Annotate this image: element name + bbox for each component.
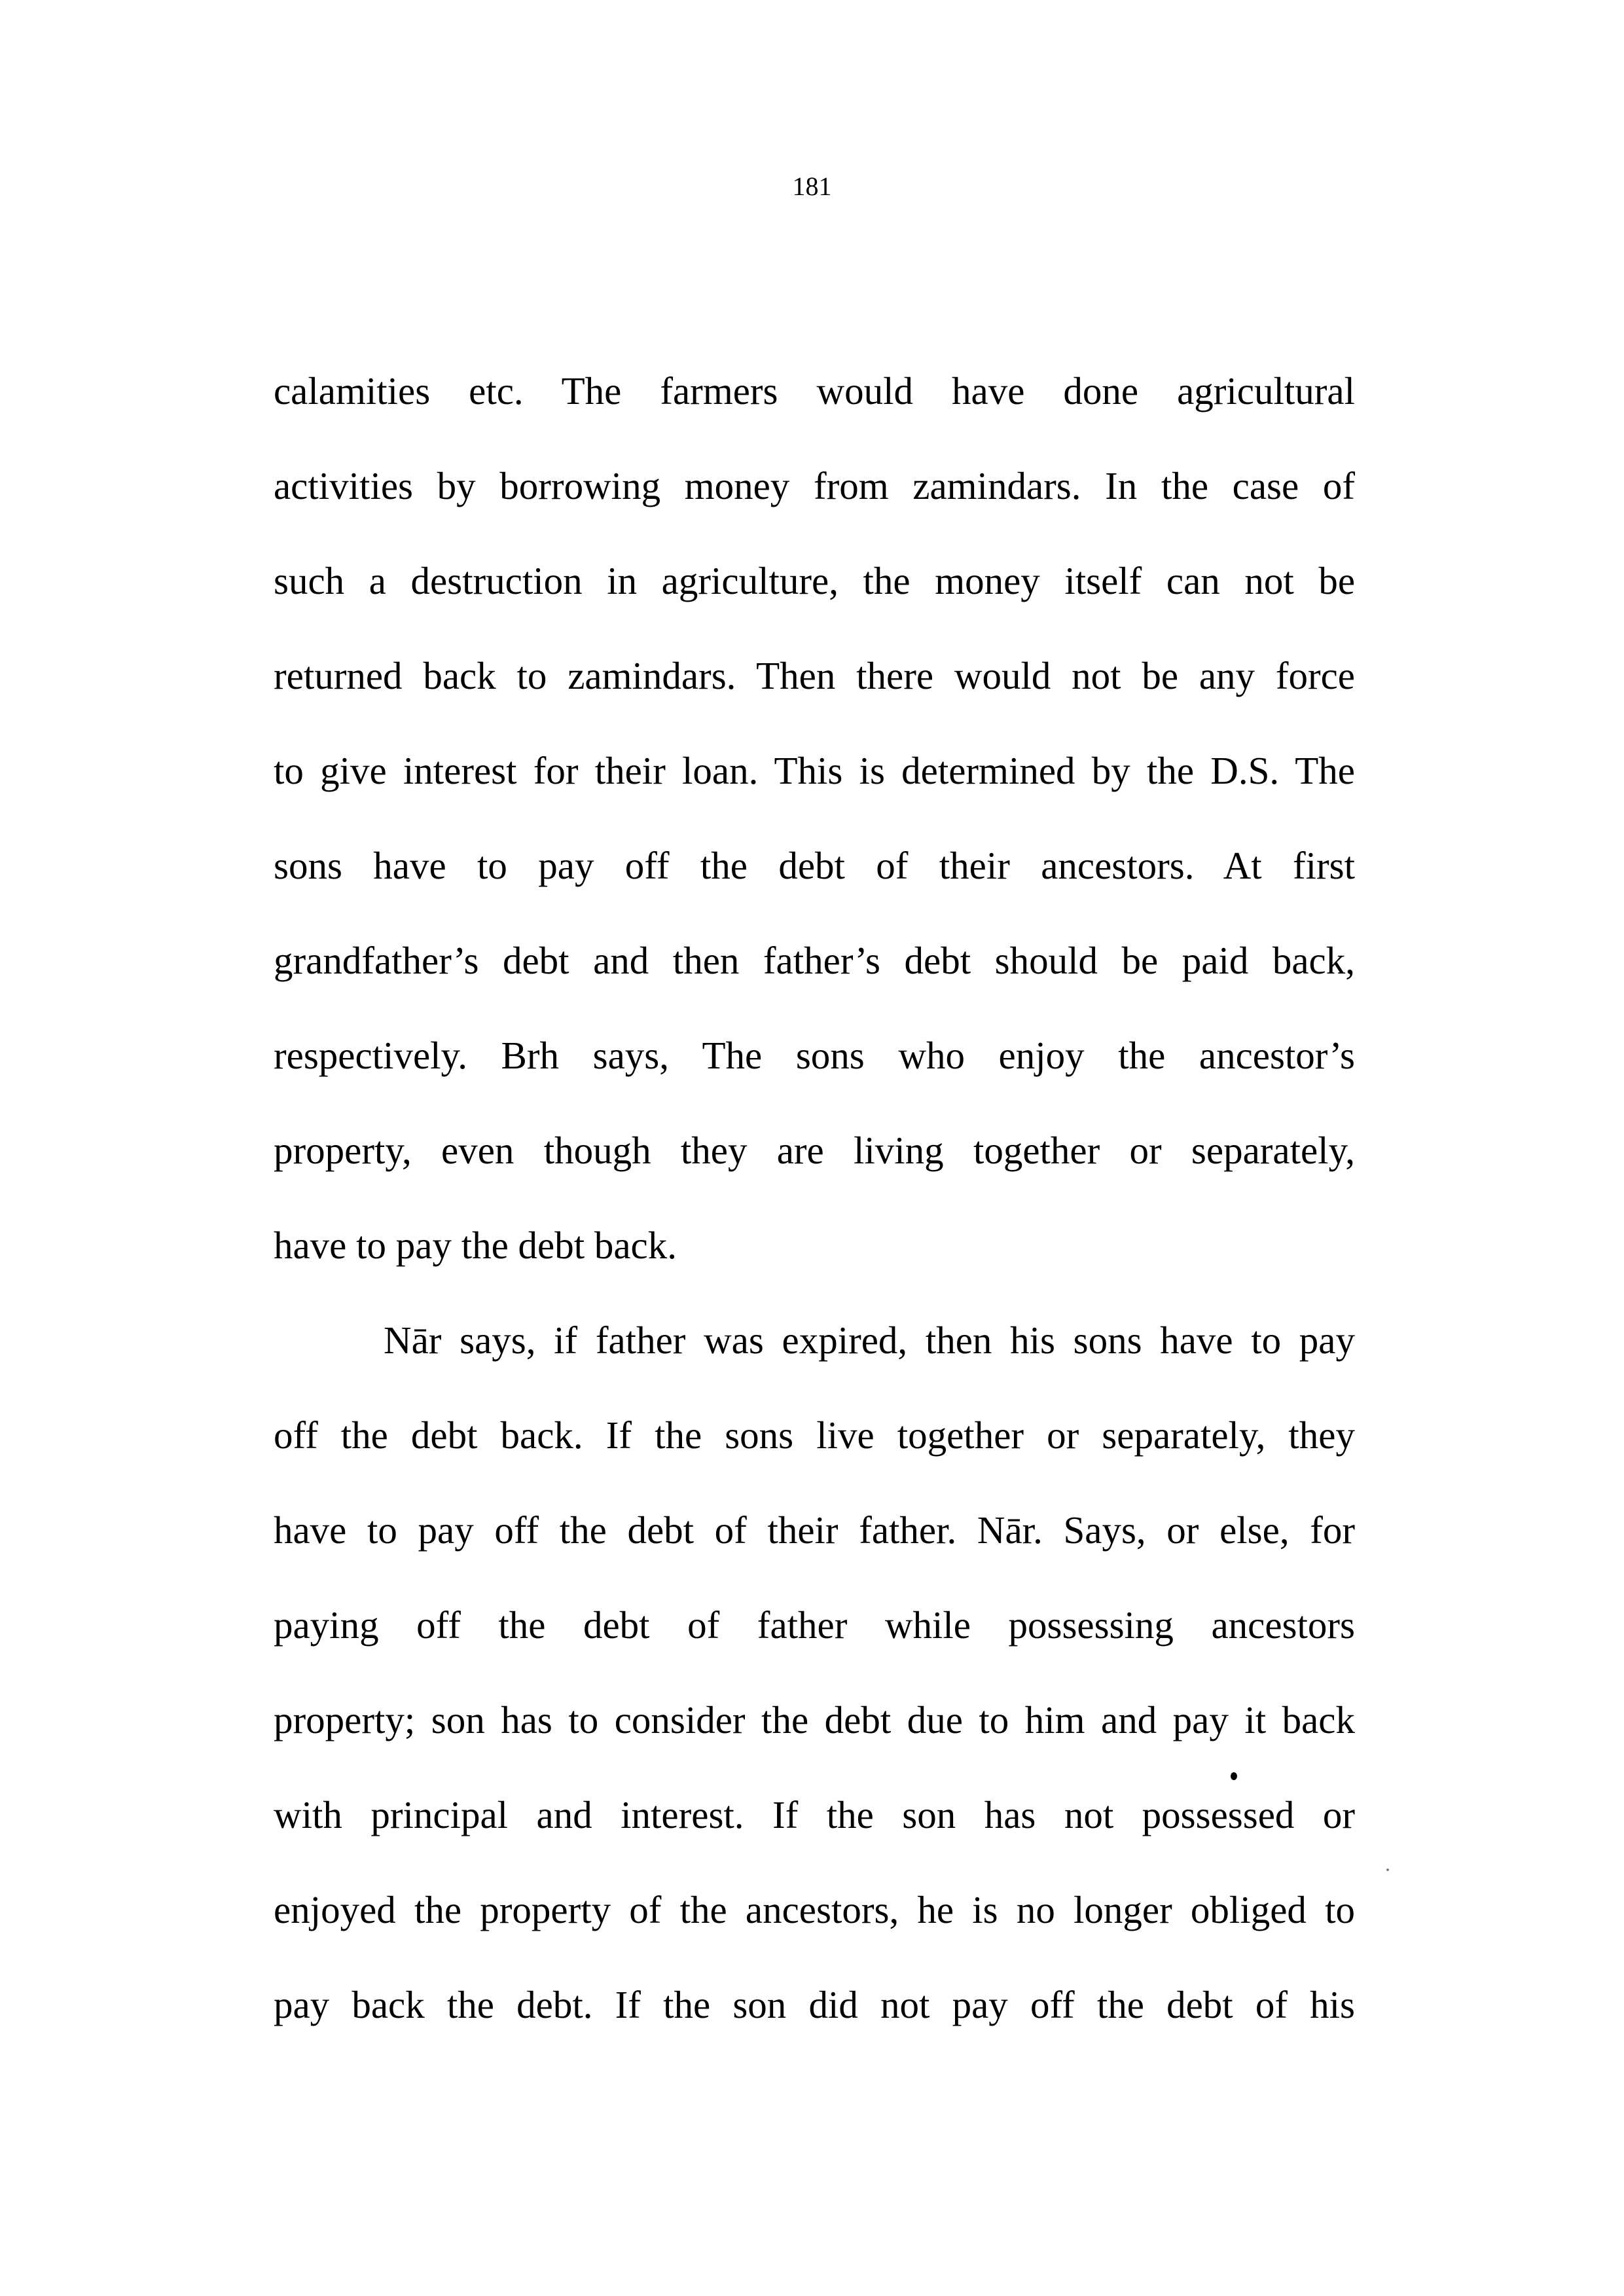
text-line: with principal and interest. If the son has not possessed or xyxy=(274,1793,1355,1836)
text-line: grandfather’s debt and then father’s debt should be paid back, xyxy=(274,939,1355,982)
scan-speck xyxy=(1231,1772,1237,1780)
text-line: off the debt back. If the sons live together or separately, they xyxy=(274,1413,1355,1457)
text-line: calamities etc. The farmers would have done agricultural xyxy=(274,369,1355,412)
text-line: sons have to pay off the debt of their ancestors. At first xyxy=(274,844,1355,887)
text-line: have to pay the debt back. xyxy=(274,1224,677,1267)
text-line: pay back the debt. If the son did not pay off the debt of his xyxy=(274,1983,1355,2026)
text-line: enjoyed the property of the ancestors, he is no longer obliged to xyxy=(274,1888,1355,1931)
text-line: returned back to zamindars. Then there would not be any force xyxy=(274,654,1355,697)
text-line: activities by borrowing money from zamindars. In the case of xyxy=(274,464,1355,507)
text-line: respectively. Brh says, The sons who enjoy the ancestor’s xyxy=(274,1034,1355,1077)
text-line: property, even though they are living together or separately, xyxy=(274,1129,1355,1172)
text-line: such a destruction in agriculture, the money itself can not be xyxy=(274,559,1355,602)
text-line: Nār says, if father was expired, then his sons have to pay xyxy=(384,1319,1355,1362)
text-line: have to pay off the debt of their father. Nār. Says, or else, for xyxy=(274,1508,1355,1552)
text-line: property; son has to consider the debt due to him and pay it back xyxy=(274,1698,1355,1741)
text-line: paying off the debt of father while possessing ancestors xyxy=(274,1603,1355,1647)
text-line: to give interest for their loan. This is determined by the D.S. The xyxy=(274,749,1355,792)
scan-speck xyxy=(1386,1868,1389,1871)
page-number: 181 xyxy=(792,172,832,201)
